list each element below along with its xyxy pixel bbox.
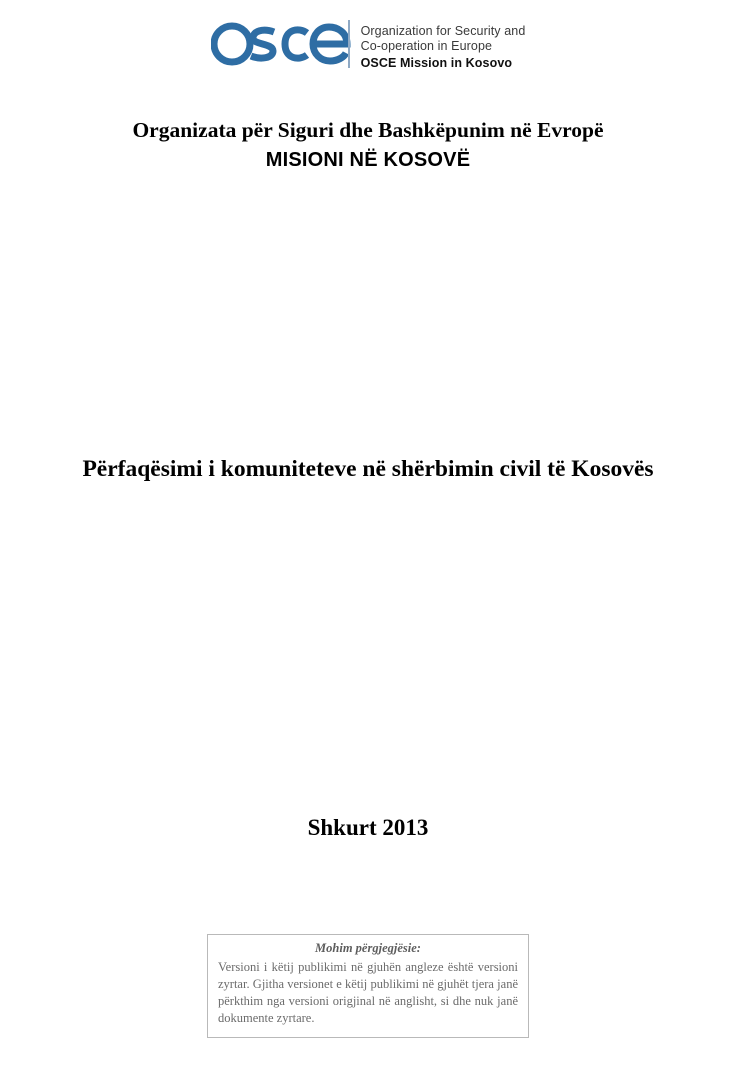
disclaimer-body: Versioni i këtij publikimi në gjuhën angleze është versioni zyrtar. Gjitha versionet e këtij publikimi në gjuhët tjera janë përkthim nga versioni origjinal në anglisht, si dhe nuk janë dokumente zyrtare.	[218, 960, 518, 1025]
osce-logo-line1: Organization for Security and	[360, 24, 526, 39]
osce-logo-icon	[211, 18, 351, 75]
osce-logo-line3: OSCE Mission in Kosovo	[360, 55, 513, 70]
disclaimer-title: Mohim përgjegjësie:	[315, 941, 421, 955]
publication-date: Shkurt 2013	[307, 815, 429, 840]
page-title: Përfaqësimi i komuniteteve në shërbimin civil të Kosovës	[82, 456, 654, 482]
osce-logo-line2: Co-operation in Europe	[360, 39, 493, 54]
organization-title-line1: Organizata për Siguri dhe Bashkëpunim në Evropë	[132, 118, 604, 142]
organization-title-line2: MISIONI NË KOSOVË	[265, 149, 471, 172]
disclaimer-box	[207, 934, 529, 1038]
osce-logo-header	[0, 0, 736, 75]
organization-title	[0, 115, 736, 175]
osce-logo-text	[361, 22, 526, 71]
